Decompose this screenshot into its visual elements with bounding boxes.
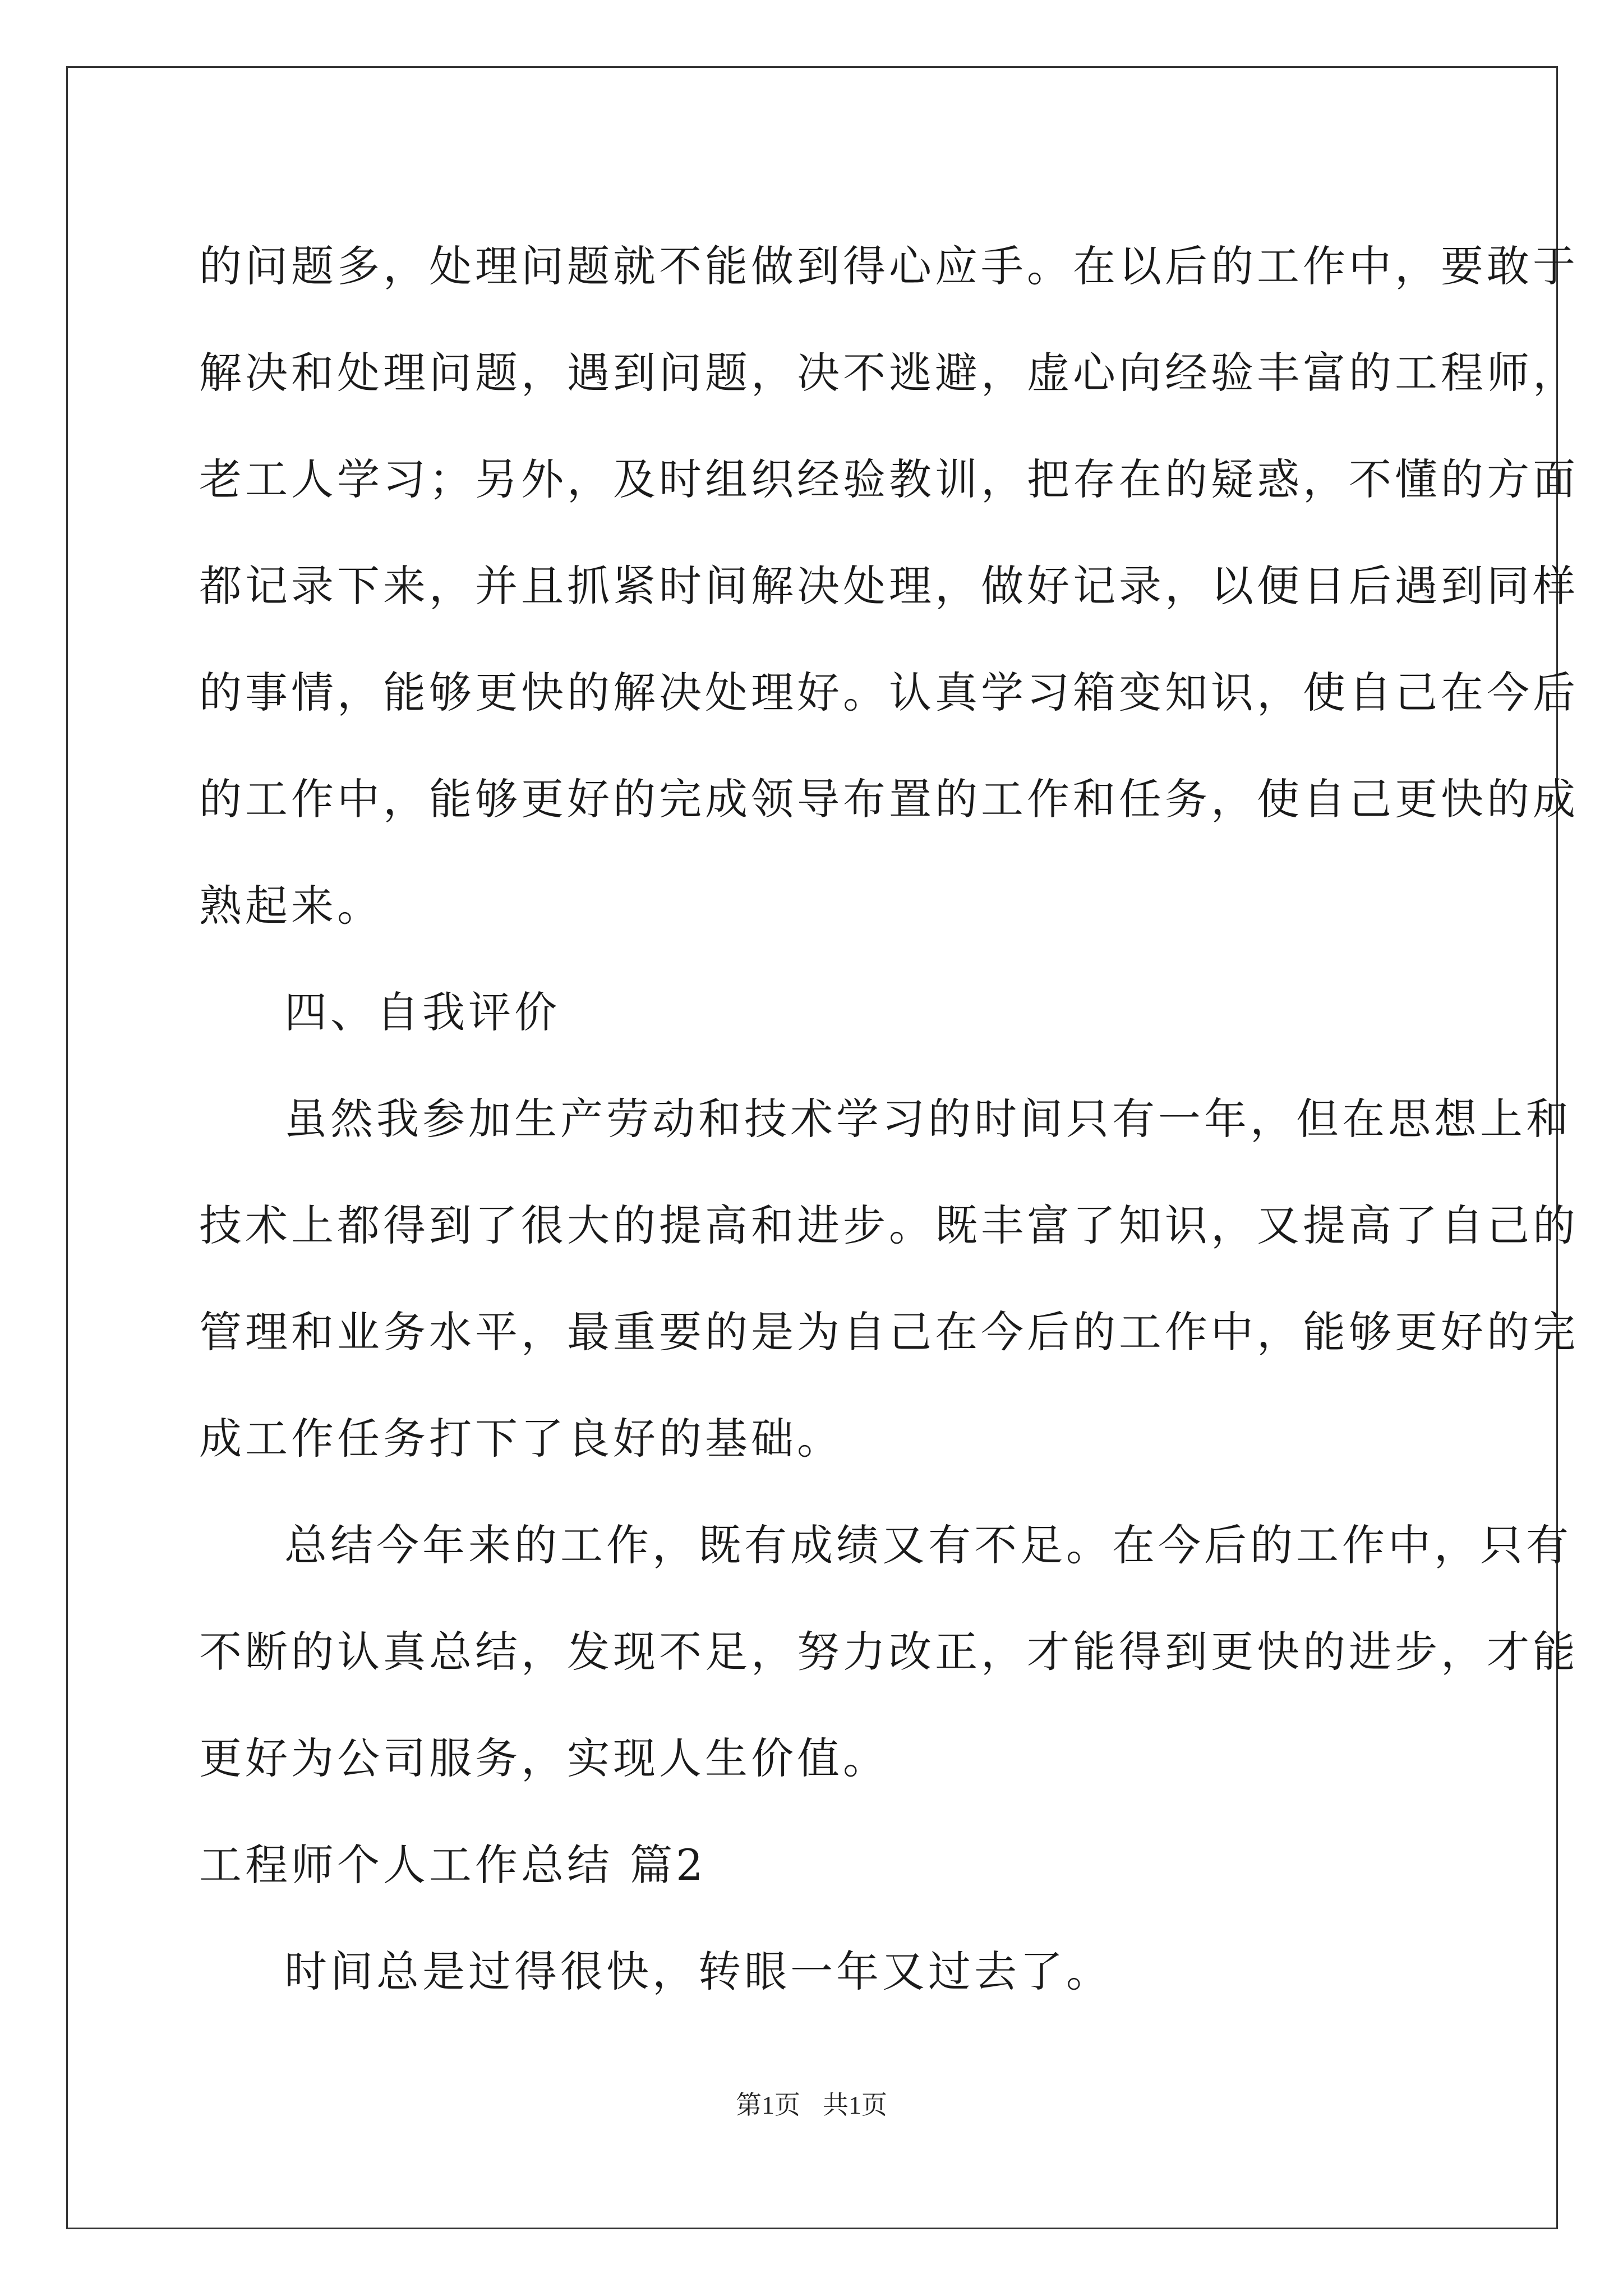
text-line-14: 不断的认真总结，发现不足，努力改正，才能得到更快的进步，才能 [199,1627,1579,1677]
text-line-15: 更好为公司服务，实现人生价值。 [199,1733,889,1783]
text-line-4: 都记录下来，并且抓紧时间解决处理，做好记录，以便日后遇到同样 [199,561,1579,611]
page-number: 第1页 [736,2091,800,2119]
text-line-11: 管理和业务水平，最重要的是为自己在今后的工作中，能够更好的完 [199,1307,1579,1357]
text-line-9: 虽然我参加生产劳动和技术学习的时间只有一年，但在思想上和 [284,1094,1572,1144]
text-line-12: 成工作任务打下了良好的基础。 [199,1414,843,1464]
document-body [199,213,1579,2025]
section-heading-self-evaluation: 四、自我评价 [284,987,560,1037]
text-line-17: 时间总是过得很快，转眼一年又过去了。 [284,1947,1112,1996]
total-pages: 共1页 [823,2091,887,2119]
text-line-7: 熟起来。 [199,881,383,931]
text-line-10: 技术上都得到了很大的提高和进步。既丰富了知识，又提高了自己的 [199,1200,1579,1250]
text-line-5: 的事情，能够更快的解决处理好。认真学习箱变知识，使自己在今后 [199,668,1579,717]
text-line-6: 的工作中，能够更好的完成领导布置的工作和任务，使自己更快的成 [199,774,1579,824]
text-line-13: 总结今年来的工作，既有成绩又有不足。在今后的工作中，只有 [284,1520,1572,1570]
article-title: 工程师个人工作总结 篇2 [199,1840,707,1890]
text-line-2: 解决和处理问题，遇到问题，决不逃避，虚心向经验丰富的工程师， [199,348,1579,398]
text-line-3: 老工人学习；另外，及时组织经验教训，把存在的疑惑，不懂的方面 [199,454,1579,504]
text-line-1: 的问题多，处理问题就不能做到得心应手。在以后的工作中，要敢于 [199,241,1579,291]
page-footer [0,2085,1623,2122]
